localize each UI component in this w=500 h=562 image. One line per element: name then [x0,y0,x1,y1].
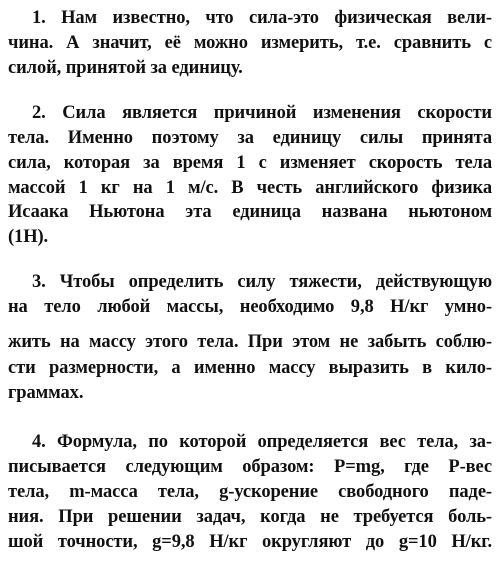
paragraph-line: 3. Чтобы определить силу тяжести, действующую [32,272,492,292]
paragraph-line: массой 1 кг на 1 м/с. В честь английского физика [8,178,492,198]
paragraph-line: шой точности, g=9,8 Н/кг округляют до g=10 Н/кг. [8,532,492,552]
paragraph-line: 1. Нам известно, что сила-это физическая вели- [32,8,492,28]
paragraph-line: жить на массу этого тела. При этом не забыть соблю- [8,332,492,352]
paragraph-line: граммах. [8,383,84,403]
paragraph-line: 4. Формула, по которой определяется вес тела, за- [32,432,492,452]
paragraph-line: сила, которая за время 1 с изменяет скорость тела [8,153,492,173]
paragraph-line: чина. А значит, её можно измерить, т.е. сравнить с [8,33,492,53]
paragraph-line: писывается следующим образом: P=mg, где P-вес [8,457,492,477]
paragraph-line: силой, принятой за единицу. [8,58,243,78]
paragraph-line: 2. Сила является причиной изменения скорости [32,103,492,123]
paragraph-line: тела. Именно поэтому за единицу силы принята [8,128,492,148]
paragraph-line: ния. При решении задач, когда не требуется боль- [8,507,492,527]
paragraph-line: сти размерности, а именно массу выразить в кило- [8,358,492,378]
paragraph-line: Исаака Ньютона эта единица названа ньютоном [8,202,492,222]
paragraph-line: на тело любой массы, необходимо 9,8 Н/кг умно- [8,297,492,317]
paragraph-line: (1Н). [8,227,49,247]
paragraph-line: тела, m-масса тела, g-ускорение свободного паде- [8,482,492,502]
